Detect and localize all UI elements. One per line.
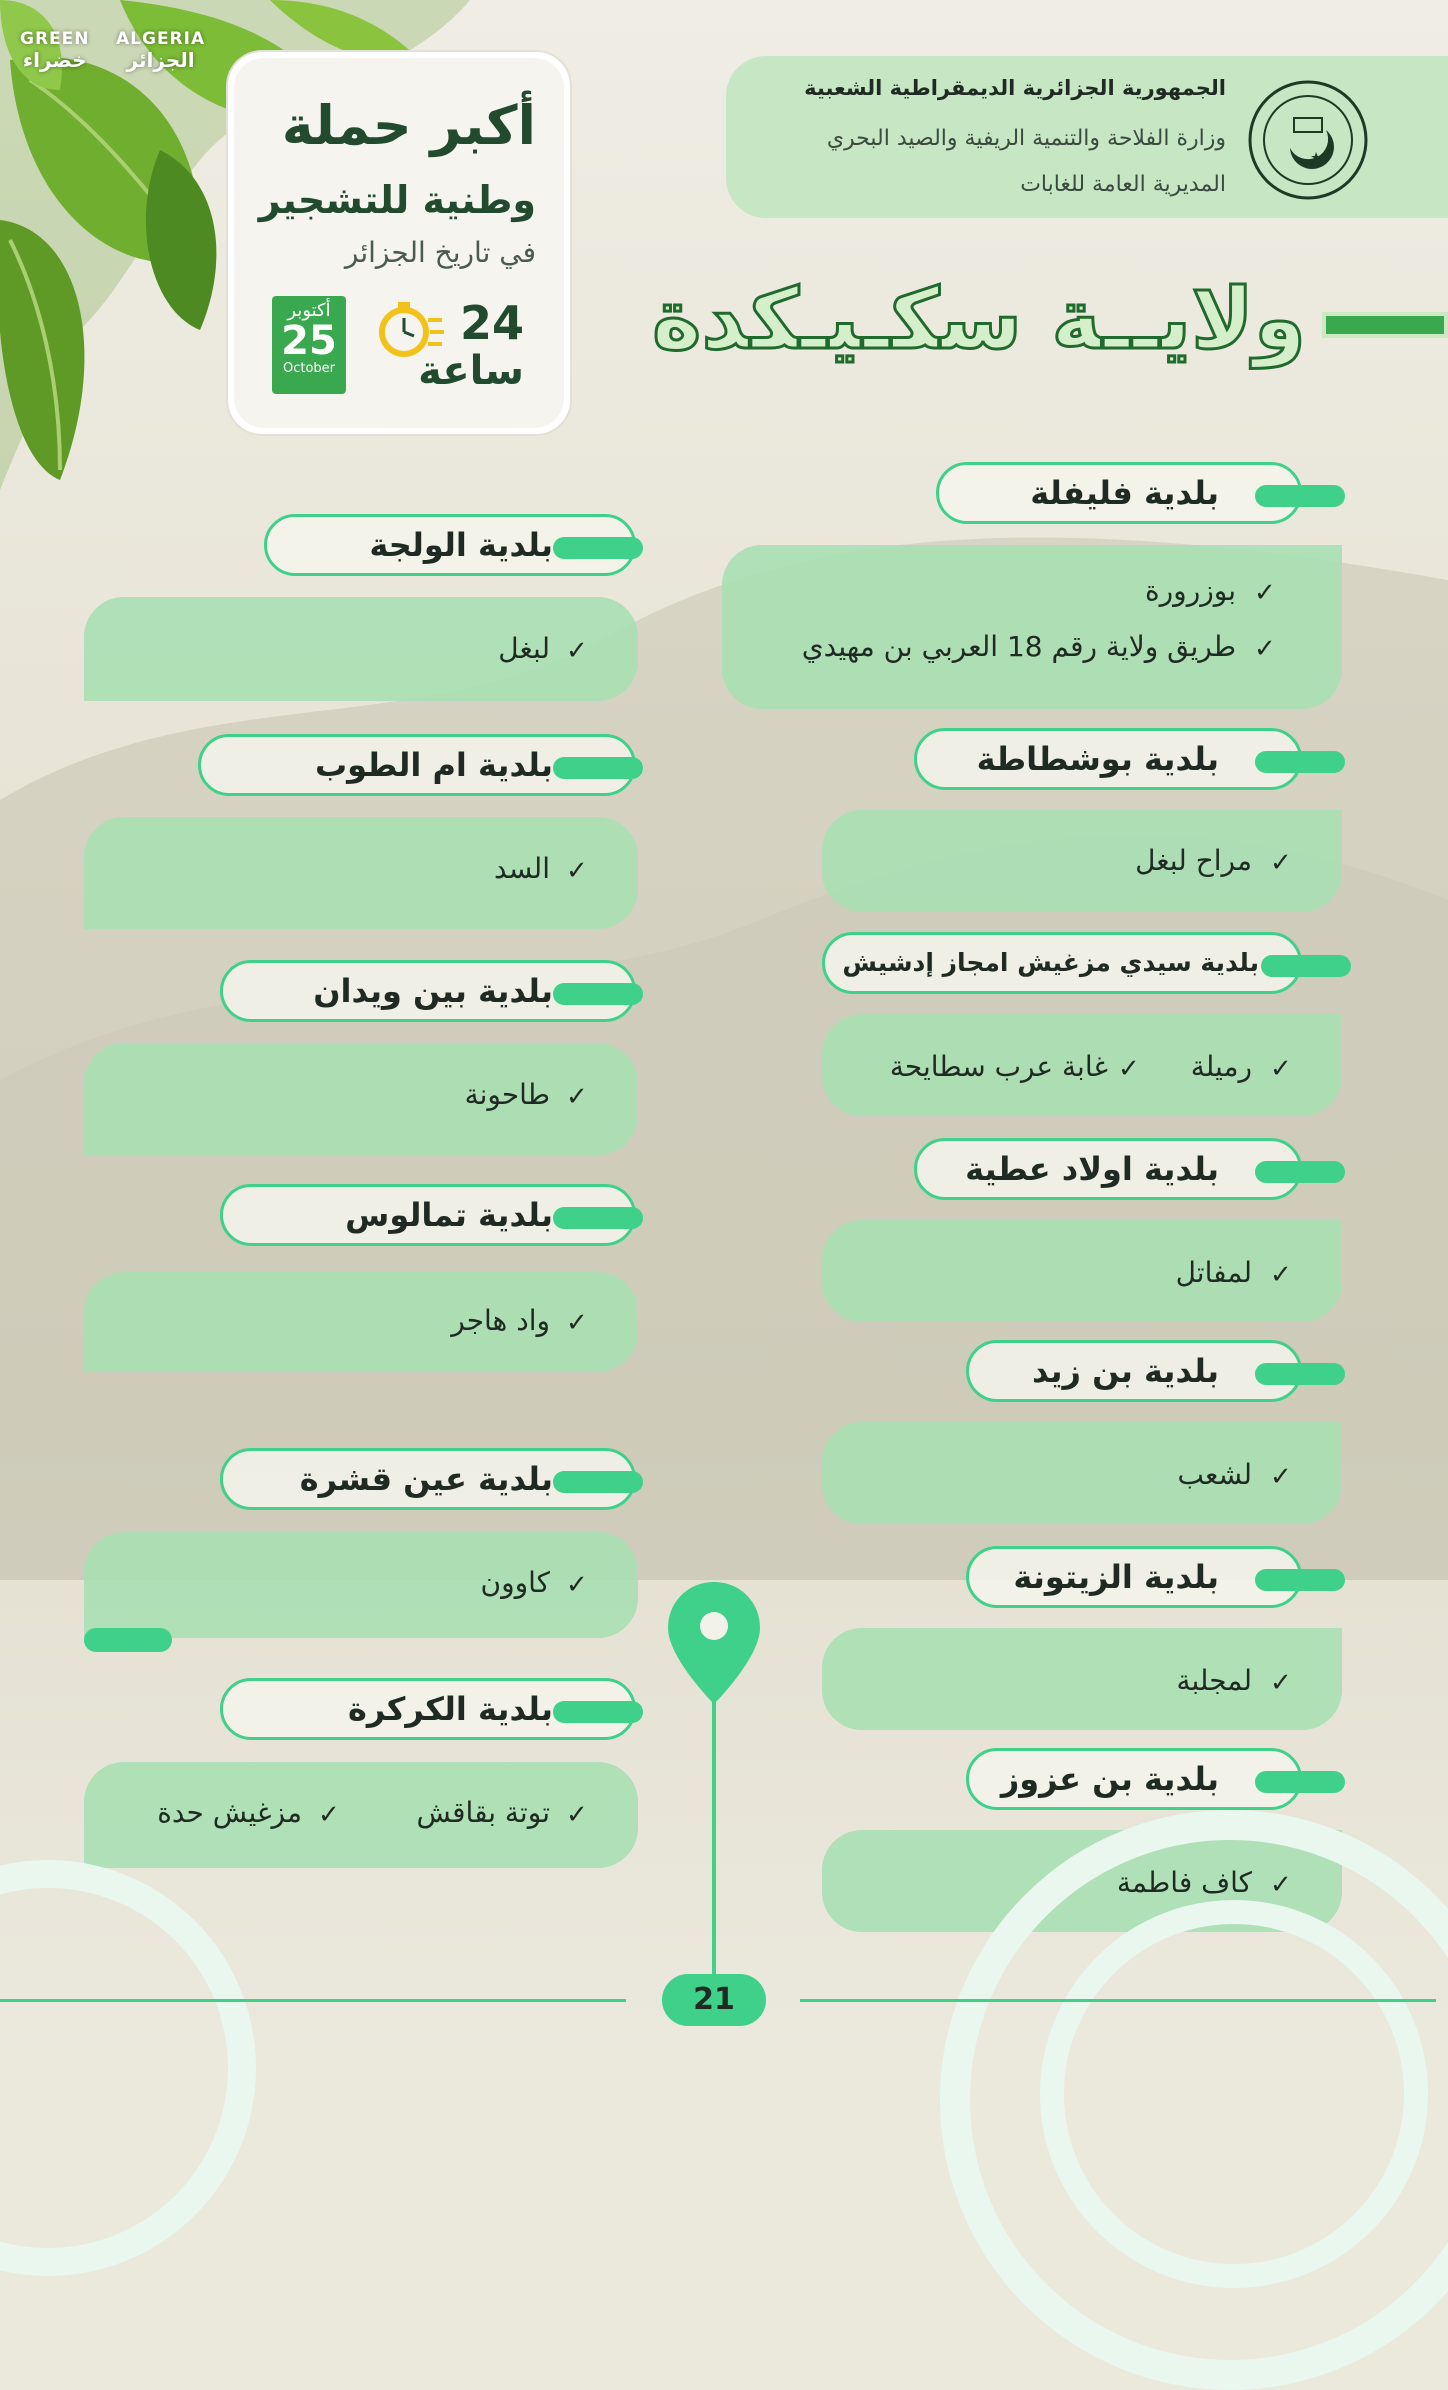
check-icon: ✓ <box>566 1082 588 1112</box>
connector-bar <box>553 1701 643 1723</box>
commune-box-oum-toub <box>84 817 638 929</box>
commune-pill-bouchtata <box>914 728 1302 790</box>
site-item: بوزرورة <box>1144 574 1236 607</box>
connector-bar <box>553 757 643 779</box>
check-icon: ✓ <box>566 1570 588 1600</box>
footer-line-left <box>0 1999 626 2002</box>
commune-box-oueldja <box>84 597 638 701</box>
commune-pill-ain-kechra <box>220 1448 636 1510</box>
site-item: لمجلبة <box>1176 1664 1252 1697</box>
brand-green <box>20 30 90 71</box>
site-item: السد <box>494 852 550 885</box>
check-icon: ✓ <box>318 1800 340 1830</box>
connector-bar <box>1255 1161 1345 1183</box>
commune-name: بلدية بين ويدان <box>313 972 553 1010</box>
commune-box-bouchtata <box>822 810 1342 912</box>
commune-pill-oum-toub <box>198 734 636 796</box>
decor-arc <box>1040 1900 1428 2288</box>
commune-pill-ouled-attia <box>914 1138 1302 1200</box>
commune-pill-kerkera <box>220 1678 636 1740</box>
commune-name: بلدية بوشطاطة <box>976 740 1219 778</box>
commune-name: بلدية بن زيد <box>1032 1352 1219 1390</box>
campaign-subtitle: وطنية للتشجير <box>258 178 536 222</box>
site-item: طاحونة <box>464 1078 550 1111</box>
connector-bar <box>1255 485 1345 507</box>
date-day: 25 <box>281 318 337 364</box>
check-icon: ✓ <box>566 636 588 666</box>
commune-name: بلدية بن عزوز <box>1000 1760 1219 1798</box>
check-icon: ✓ <box>1270 848 1292 878</box>
hours-badge <box>374 296 524 406</box>
commune-name: بلدية سيدي مزغيش امجاز إدشيش <box>842 948 1259 977</box>
connector-bar <box>553 983 643 1005</box>
date-month-ar: أكتوبر <box>287 300 331 321</box>
date-month-en: October <box>282 361 336 376</box>
site-item: لشعب <box>1177 1458 1252 1491</box>
check-icon: ✓ <box>1270 1260 1292 1290</box>
site-item: غابة عرب سطايحة <box>889 1050 1108 1083</box>
commune-box-zitouna <box>822 1628 1342 1730</box>
commune-box-ben-zid <box>822 1422 1342 1524</box>
brand-green-en: GREEN <box>20 29 90 49</box>
commune-box-ouled-attia <box>822 1220 1342 1322</box>
check-icon: ✓ <box>1118 1054 1140 1084</box>
site-item: توتة بقاقش <box>416 1796 550 1829</box>
wilaya-title: ولايــة سكـيـكدة <box>651 270 1306 368</box>
connector-bar <box>1255 1569 1345 1591</box>
connector-bar <box>1255 1771 1345 1793</box>
check-icon: ✓ <box>566 1308 588 1338</box>
commune-pill-oueldja <box>264 514 636 576</box>
check-icon: ✓ <box>566 856 588 886</box>
footer-line-right <box>800 1999 1436 2002</box>
title-accent-bar <box>1322 312 1448 338</box>
connector-bar <box>1255 1363 1345 1385</box>
connector-bar <box>553 537 643 559</box>
check-icon: ✓ <box>1270 1054 1292 1084</box>
connector-bar <box>553 1471 643 1493</box>
site-item: لبغل <box>498 632 550 665</box>
commune-name: بلدية تمالوس <box>345 1196 553 1234</box>
commune-box-ain-kechra <box>84 1532 638 1638</box>
check-icon: ✓ <box>1270 1462 1292 1492</box>
brand-algeria <box>116 30 205 71</box>
check-icon: ✓ <box>1270 1870 1292 1900</box>
commune-name: بلدية ام الطوب <box>314 746 553 784</box>
campaign-title: أكبر حملة <box>281 94 536 157</box>
campaign-tagline: في تاريخ الجزائر <box>344 236 536 269</box>
commune-box-beni-oulbane <box>84 1043 638 1155</box>
timeline-line <box>712 1690 716 1998</box>
commune-name: بلدية الزيتونة <box>1013 1558 1219 1596</box>
connector-bar <box>1261 955 1351 977</box>
commune-pill-zitouna <box>966 1546 1302 1608</box>
republic-name: الجمهورية الجزائرية الديمقراطية الشعبية <box>804 76 1226 100</box>
commune-box-filfila <box>722 545 1342 709</box>
directorate-name: المديرية العامة للغابات <box>1020 172 1226 197</box>
commune-name: بلدية الكركرة <box>347 1690 553 1728</box>
check-icon: ✓ <box>566 1800 588 1830</box>
campaign-card <box>228 52 570 434</box>
site-item: لمفاتل <box>1175 1256 1252 1289</box>
commune-name: بلدية فليفلة <box>1030 474 1219 512</box>
brand-algeria-en: ALGERIA <box>116 29 206 49</box>
connector-bar <box>553 1207 643 1229</box>
site-item: مراح لبغل <box>1135 844 1252 877</box>
commune-pill-sidi-mezghiche <box>822 932 1302 994</box>
site-item: طريق ولاية رقم 18 العربي بن مهيدي <box>801 630 1236 663</box>
site-item: كاوون <box>480 1566 550 1599</box>
commune-pill-beni-oulbane <box>220 960 636 1022</box>
site-item: مزغيش حدة <box>157 1796 302 1829</box>
commune-name: بلدية عين قشرة <box>299 1460 553 1498</box>
commune-pill-tamalous <box>220 1184 636 1246</box>
hours-label: ساعة <box>418 348 524 394</box>
commune-name: بلدية الولجة <box>369 526 553 564</box>
commune-pill-filfila <box>936 462 1302 524</box>
commune-pill-ben-zid <box>966 1340 1302 1402</box>
accent-bar <box>84 1628 172 1652</box>
site-item: رميلة <box>1190 1050 1252 1083</box>
check-icon: ✓ <box>1270 1668 1292 1698</box>
brand-green-ar: خضراء <box>22 47 87 72</box>
algeria-seal-icon <box>1246 78 1370 202</box>
check-icon: ✓ <box>1254 578 1276 608</box>
commune-name: بلدية اولاد عطية <box>965 1150 1219 1188</box>
brand-algeria-ar: الجزائر <box>126 47 195 72</box>
check-icon: ✓ <box>1254 634 1276 664</box>
connector-bar <box>1255 751 1345 773</box>
location-pin-icon <box>664 1578 764 1708</box>
page-number: 21 <box>662 1974 766 2026</box>
commune-box-tamalous <box>84 1272 638 1372</box>
hours-number: 24 <box>459 296 524 350</box>
ministry-name: وزارة الفلاحة والتنمية الريفية والصيد البحري <box>826 126 1226 151</box>
date-badge <box>272 296 346 394</box>
site-item: واد هاجر <box>451 1304 550 1337</box>
commune-pill-ben-azzouz <box>966 1748 1302 1810</box>
site-item: كاف فاطمة <box>1116 1866 1252 1899</box>
